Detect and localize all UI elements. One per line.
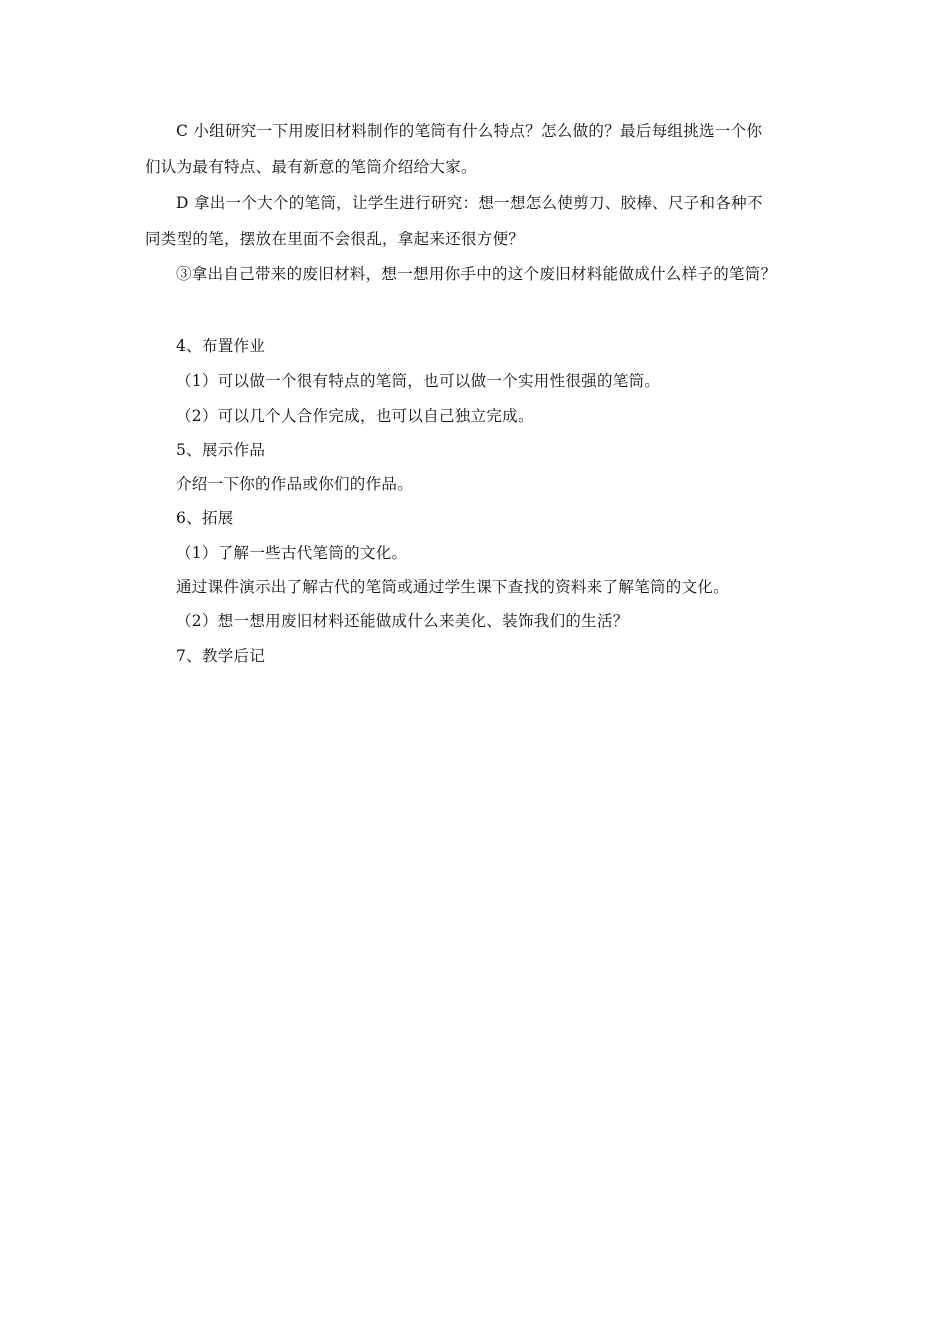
section-6-heading: 6、拓展 <box>176 509 234 527</box>
paragraph-3: ③拿出自己带来的废旧材料，想一想用你手中的这个废旧材料能做成什么样子的笔筒？ <box>176 265 777 283</box>
paragraph-c-line-1: C 小组研究一下用废旧材料制作的笔筒有什么特点？怎么做的？最后每组挑选一个你 <box>176 122 763 140</box>
section-6-item-2: （2）想一想用废旧材料还能做成什么来美化、装饰我们的生活？ <box>176 612 629 630</box>
paragraph-c-line-2: 们认为最有特点、最有新意的笔筒介绍给大家。 <box>145 158 477 176</box>
section-4-item-2: （2）可以几个人合作完成，也可以自己独立完成。 <box>176 407 534 425</box>
section-7-heading: 7、教学后记 <box>176 647 266 665</box>
section-4-item-1: （1）可以做一个很有特点的笔筒，也可以做一个实用性很强的笔筒。 <box>176 372 661 390</box>
section-4-heading: 4、布置作业 <box>176 337 266 355</box>
paragraph-d-line-1: D 拿出一个大个的笔筒，让学生进行研究：想一想怎么使剪刀、胶棒、尺子和各种不 <box>176 194 763 212</box>
section-5-heading: 5、展示作品 <box>176 441 266 459</box>
section-5-text: 介绍一下你的作品或你们的作品。 <box>176 475 414 493</box>
paragraph-d-line-2: 同类型的笔，摆放在里面不会很乱，拿起来还很方便？ <box>145 230 525 248</box>
section-6-text: 通过课件演示出了解古代的笔筒或通过学生课下查找的资料来了解笔筒的文化。 <box>176 578 730 596</box>
section-6-item-1: （1）了解一些古代笔筒的文化。 <box>176 544 408 562</box>
